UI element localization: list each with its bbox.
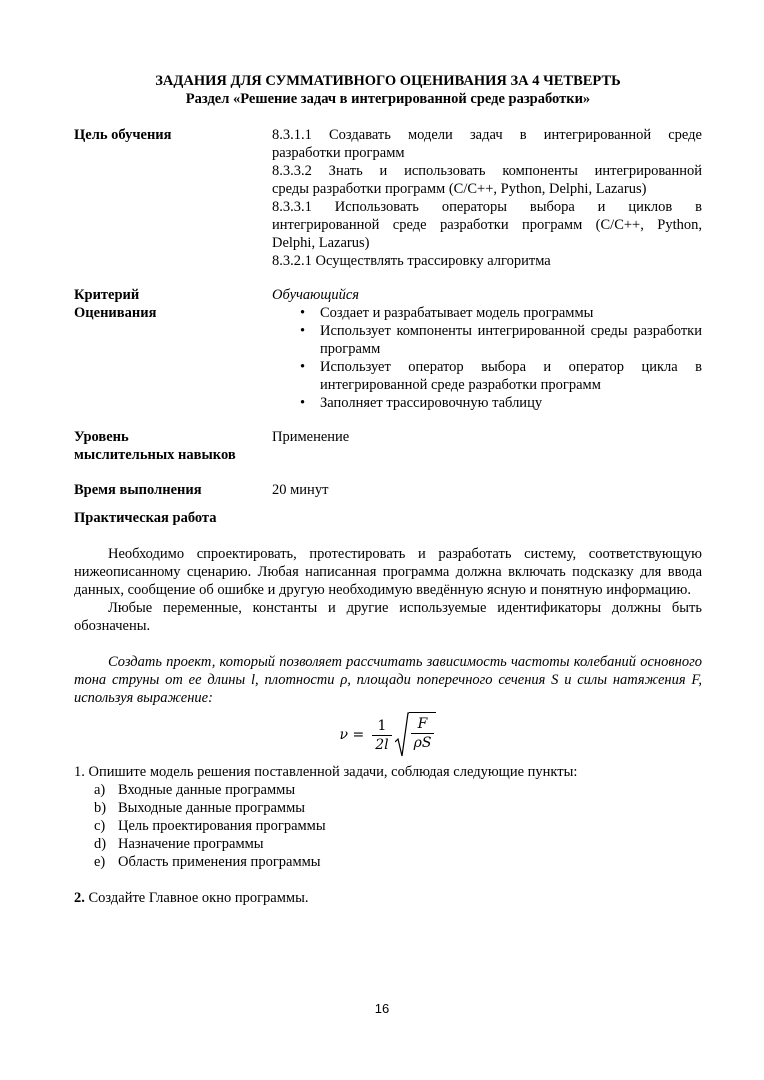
radical-sign-icon — [395, 712, 409, 758]
objective-line: 8.3.2.1 Осуществлять трассировку алгоритма — [272, 253, 551, 269]
level-row — [74, 428, 702, 464]
practical-paragraph: Необходимо спроектировать, протестировать и разработать систему, соответствующую нижеописанному сценарию. Любая написанная программа должна включать подсказку для ввода данных, сообщение об ошибке и другую необходимую введённую ясную и понятную информацию. — [74, 546, 702, 598]
list-item: c) Цель проектирования программы — [94, 818, 326, 834]
question-1: 1. Опишите модель решения поставленной задачи, соблюдая следующие пункты: — [74, 764, 578, 780]
document-header — [74, 72, 702, 108]
level-label-line: мыслительных навыков — [74, 447, 236, 463]
task-description: Создать проект, который позволяет рассчитать зависимость частоты колебаний основного тона струны от ее длины l, плотности ρ, площади поперечного сечения S и силы натяжения F, используя выражение: — [74, 654, 702, 706]
formula-denominator: 2l — [375, 736, 389, 753]
criteria-list — [272, 304, 702, 412]
formula-fraction — [372, 717, 391, 754]
objective-line: интегрированной среде разработки программ (C/C++, Python, — [272, 217, 702, 233]
bullet-icon: • — [300, 359, 306, 375]
formula-lhs: ν = — [339, 727, 365, 743]
list-item: e) Область применения программы — [94, 854, 321, 870]
bullet-icon: • — [300, 323, 306, 339]
list-item: b) Выходные данные программы — [94, 800, 306, 816]
objective-line: разработки программ — [272, 145, 405, 161]
document-page — [74, 72, 702, 907]
bullet-icon: • — [300, 305, 306, 321]
formula — [74, 707, 702, 763]
criteria-intro: Обучающийся — [272, 287, 360, 303]
question-2-number: 2. — [74, 890, 85, 906]
practical-paragraph: Любые переменные, константы и другие используемые идентификаторы должны быть обозначены. — [74, 600, 702, 634]
objectives-label: Цель обучения — [74, 127, 172, 143]
criteria-item: • Использует оператор выбора и оператор цикла в интегрированной среде разработки программ — [300, 359, 702, 393]
time-row — [74, 481, 702, 499]
objective-line: 8.3.3.2 Знать и использовать компоненты интегрированной — [272, 163, 702, 179]
objectives-row — [74, 126, 702, 270]
criteria-item: • Создает и разрабатывает модель программы — [300, 305, 594, 321]
formula-radicand-numerator: F — [417, 716, 428, 732]
formula-sqrt — [395, 712, 437, 758]
question-1-list — [74, 781, 702, 871]
objective-line: 8.3.1.1 Создавать модели задач в интегрированной среде — [272, 127, 702, 143]
document-title: ЗАДАНИЯ ДЛЯ СУММАТИВНОГО ОЦЕНИВАНИЯ ЗА 4 ЧЕТВЕРТЬ — [155, 73, 621, 89]
criteria-item: • Заполняет трассировочную таблицу — [300, 395, 543, 411]
objectives-content — [272, 126, 702, 270]
bullet-icon: • — [300, 395, 306, 411]
list-item: a) Входные данные программы — [94, 782, 296, 798]
question-2 — [74, 889, 702, 907]
list-item: d) Назначение программы — [94, 836, 264, 852]
criteria-label-line: Оценивания — [74, 305, 157, 321]
formula-radicand-denominator: ρS — [413, 735, 432, 751]
objective-line: среды разработки программ (C/C++, Python, Delphi, Lazarus) — [272, 181, 647, 197]
formula-numerator: 1 — [377, 717, 387, 734]
criteria-item: • Использует компоненты интегрированной среды разработки программ — [300, 323, 702, 357]
criteria-row — [74, 286, 702, 412]
level-value: Применение — [272, 429, 350, 445]
criteria-label — [74, 286, 272, 412]
criteria-label-line: Критерий — [74, 287, 140, 303]
practical-title: Практическая работа — [74, 510, 217, 526]
time-label: Время выполнения — [74, 482, 202, 498]
page-number: 16 — [374, 1001, 390, 1016]
objective-line: 8.3.3.1 Использовать операторы выбора и циклов в — [272, 199, 702, 215]
section-subtitle: Раздел «Решение задач в интегрированной среде разработки» — [185, 91, 591, 107]
question-2-text: Создайте Главное окно программы. — [84, 890, 309, 906]
level-label-line: Уровень — [74, 429, 129, 445]
criteria-content — [272, 286, 702, 412]
objective-line: Delphi, Lazarus) — [272, 235, 370, 251]
level-label — [74, 428, 272, 464]
time-value: 20 минут — [272, 482, 329, 498]
